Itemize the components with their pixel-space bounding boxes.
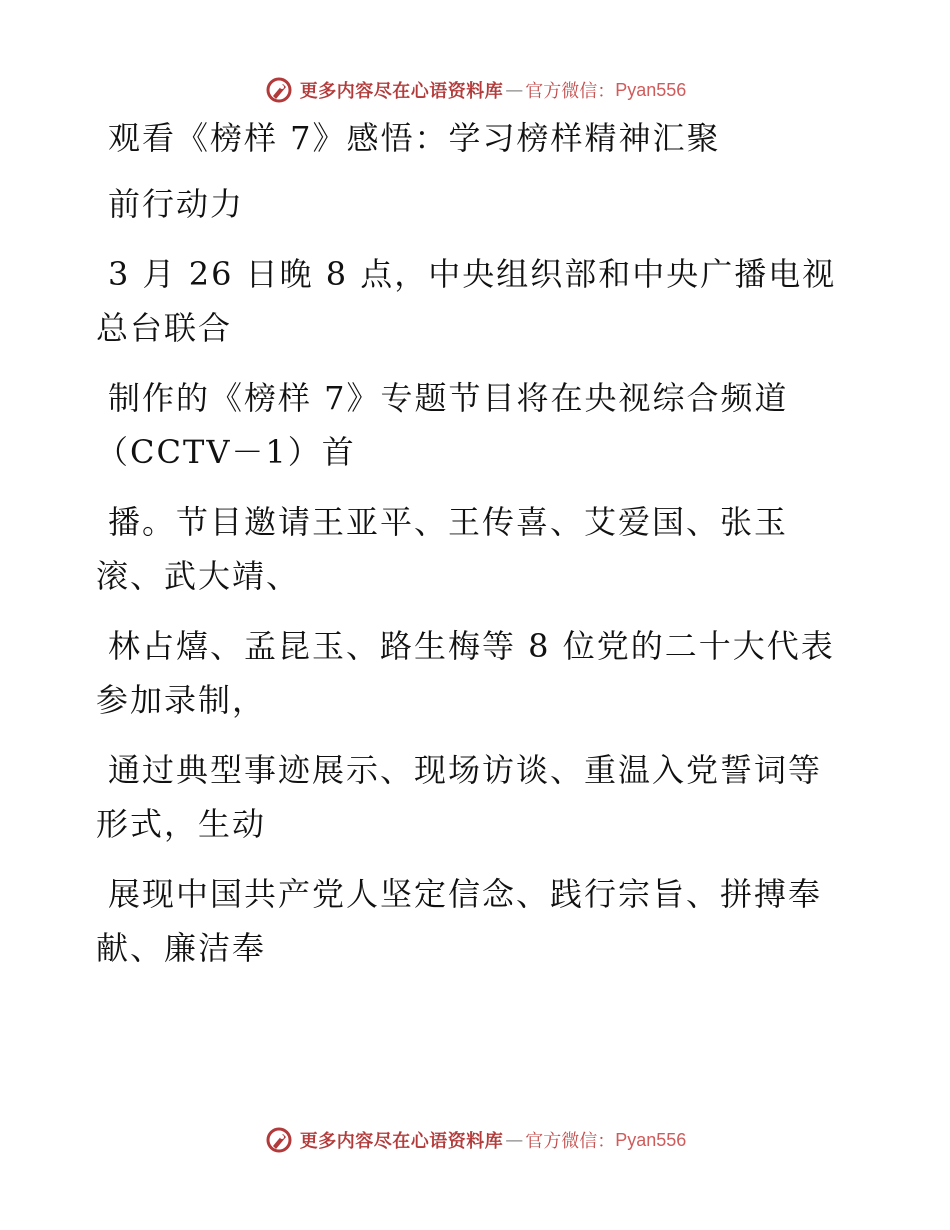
paragraph-line: 总台联合: [96, 309, 233, 347]
watermark-wechat-label: 官方微信：: [525, 1131, 616, 1152]
paragraph-line: 播。节目邀请王亚平、王传喜、艾爱国、张玉: [108, 503, 789, 541]
watermark-wechat-label: 官方微信：: [525, 81, 616, 102]
paragraph-line: 展现中国共产党人坚定信念、践行宗旨、拼搏奉: [108, 875, 823, 913]
paragraph-line: 参加录制，: [96, 681, 267, 719]
paragraph-line: 3 月 26 日晚 8 点，中央组织部和中央广播电视: [108, 255, 837, 293]
watermark-wechat-id: Pyan556: [615, 79, 687, 100]
footer-watermark: [0, 1120, 950, 1160]
watermark-separator: —: [505, 1129, 524, 1151]
document-body: [96, 118, 856, 968]
paragraph-line: 制作的《榜样 7》专题节目将在央视综合频道: [108, 379, 789, 417]
paragraph-line: 通过典型事迹展示、现场访谈、重温入党誓词等: [108, 751, 823, 789]
paragraph-line: 林占熺、孟昆玉、路生梅等 8 位党的二十大代表: [108, 627, 835, 665]
paragraph-line: 形式，生动: [96, 805, 267, 843]
watermark-separator: —: [505, 79, 524, 101]
header-watermark: [0, 70, 950, 110]
paragraph-line: 滚、武大靖、: [96, 557, 301, 595]
watermark-wechat-id: Pyan556: [615, 1129, 687, 1150]
paragraph-line: （CCTV－1）首: [96, 433, 356, 471]
watermark-site: 更多内容尽在心语资料库: [299, 1131, 504, 1152]
paragraph-line: 献、廉洁奉: [96, 929, 267, 967]
pen-nib-logo-icon: [264, 1125, 294, 1155]
watermark-site: 更多内容尽在心语资料库: [299, 81, 504, 102]
pen-nib-logo-icon: [264, 75, 294, 105]
document-title-line-1: 观看《榜样 7》感悟：学习榜样精神汇聚: [108, 119, 721, 157]
document-title-line-2: 前行动力: [108, 185, 245, 223]
